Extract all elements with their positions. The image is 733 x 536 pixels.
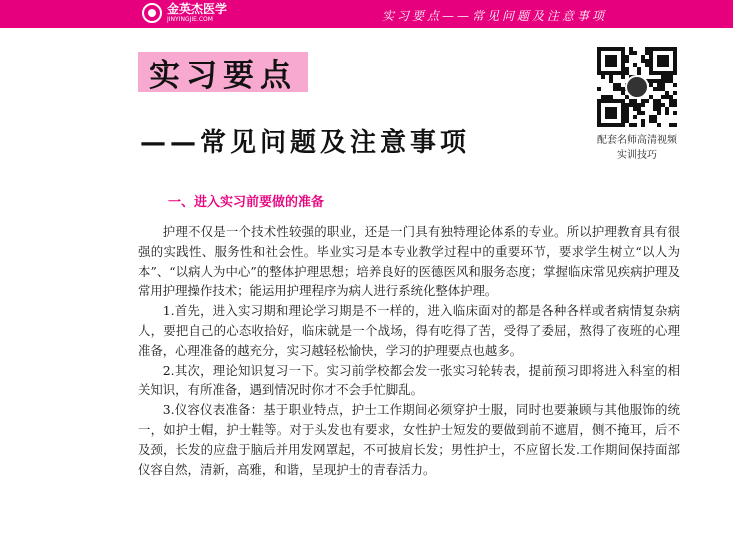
paragraph: 2.其次，理论知识复习一下。实习前学校都会发一张实习轮转表，提前预习即将进入科室的相关知识，有所准备，遇到情况时你才不会手忙脚乱。	[138, 362, 680, 398]
paragraph: 护理不仅是一个技术性较强的职业，还是一门具有独特理论体系的专业。所以护理教育具有很强的实践性、服务性和社会性。毕业实习是本专业教学过程中的重要环节，要求学生树立“以人为本”、“以病人为中心”的整体护理思想；培养良好的医德医风和服务态度；掌握临床常见疾病护理及常用护理操作技术；能运用护理程序为病人进行系统化整体护理。	[138, 224, 680, 299]
qr-code[interactable]	[597, 47, 677, 127]
qr-caption-line: 配套名师高清视频	[597, 135, 677, 146]
logo-text: 金英杰医学	[167, 2, 228, 16]
brand-logo[interactable]	[142, 3, 227, 23]
running-title: 实习要点——常见问题及注意事项	[382, 9, 608, 23]
title-highlight	[138, 52, 308, 92]
page-subtitle: ——常见问题及注意事项	[140, 128, 471, 158]
logo-url: JINYINGJIE.COM	[167, 16, 213, 23]
page-title: 实习要点	[149, 57, 297, 94]
body-text	[138, 222, 680, 479]
paragraph: 3.仪容仪表准备：基于职业特点，护士工作期间必须穿护士服，同时也要兼顾与其他服饰的统一，如护士帽，护士鞋等。对于头发也有要求，女性护士短发的要做到前不遮眉，侧不掩耳，后不及颈，长发的应盘于脑后并用发网罩起，不可披肩长发；男性护士，不应留长发.工作期间保持面部仪容自然，清新，高雅，和谐，呈现护士的青春活力。	[138, 402, 680, 477]
paragraph: 1.首先，进入实习期和理论学习期是不一样的，进入临床面对的都是各种各样或者病情复杂病人，要把自己的心态收拾好，临床就是一个战场，得有吃得了苦，受得了委屈，熬得了夜班的心理准备，心理准备的越充分，实习越轻松愉快，学习的护理要点也越多。	[138, 303, 680, 358]
top-banner	[0, 0, 733, 28]
section-heading: 一、进入实习前要做的准备	[168, 195, 325, 210]
qr-caption-line: 实训技巧	[617, 150, 657, 161]
qr-caption	[577, 133, 697, 163]
logo-icon	[142, 3, 162, 23]
qr-logo-icon	[625, 75, 649, 99]
